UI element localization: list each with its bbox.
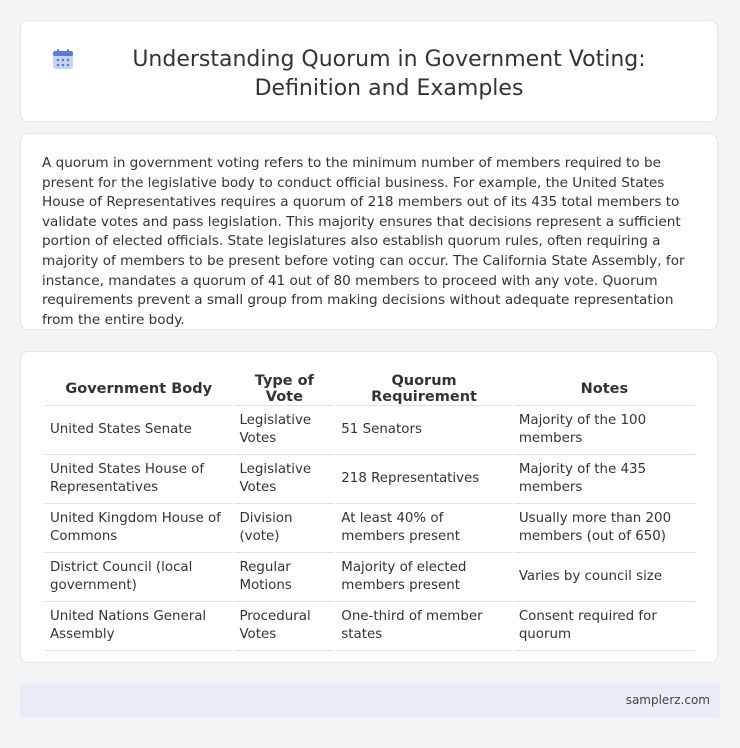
header-notes: Notes [514, 373, 695, 406]
table-card [20, 351, 718, 663]
intro-card [20, 133, 718, 330]
table-header-row [45, 373, 695, 406]
cell-type-of-vote: Procedural Votes [234, 602, 334, 651]
table-row [45, 504, 695, 553]
table-row [45, 602, 695, 651]
header-government-body: Government Body [45, 373, 232, 406]
cell-type-of-vote: Division (vote) [234, 504, 334, 553]
cell-quorum-requirement: At least 40% of members present [336, 504, 512, 553]
header-quorum-requirement: Quorum Requirement [336, 373, 512, 406]
table-row [45, 406, 695, 455]
table-row [45, 455, 695, 504]
title-card [20, 20, 718, 122]
footer [20, 684, 720, 718]
cell-notes: Majority of the 100 members [514, 406, 695, 455]
cell-type-of-vote: Regular Motions [234, 553, 334, 602]
cell-type-of-vote: Legislative Votes [234, 406, 334, 455]
cell-notes: Usually more than 200 members (out of 650) [514, 504, 695, 553]
cell-type-of-vote: Legislative Votes [234, 455, 334, 504]
cell-quorum-requirement: Majority of elected members present [336, 553, 512, 602]
intro-paragraph: A quorum in government voting refers to the minimum number of members required to be present for the legislative body to conduct official business. For example, the United States House of Representatives requires a quorum of 218 members out of its 435 total members to validate votes and pass legislation. This majority ensures that decisions represent a sufficient portion of elected officials. State legislatures also establish quorum rules, often requiring a majority of members to be present before voting can occur. The California State Assembly, for instance, mandates a quorum of 41 out of 80 members to proceed with any vote. Quorum requirements prevent a small group from making decisions without adequate representation from the entire body. [42, 155, 685, 328]
page-title: Understanding Quorum in Government Voting: Definition and Examples [132, 47, 646, 101]
cell-government-body: United States House of Representatives [45, 455, 232, 504]
cell-notes: Majority of the 435 members [514, 455, 695, 504]
cell-notes: Consent required for quorum [514, 602, 695, 651]
cell-quorum-requirement: 51 Senators [336, 406, 512, 455]
footer-site-link[interactable]: samplerz.com [625, 693, 710, 707]
cell-quorum-requirement: 218 Representatives [336, 455, 512, 504]
header-type-of-vote: Type of Vote [234, 373, 334, 406]
cell-quorum-requirement: One-third of member states [336, 602, 512, 651]
table-row [45, 553, 695, 602]
cell-government-body: United States Senate [45, 406, 232, 455]
cell-government-body: United Kingdom House of Commons [45, 504, 232, 553]
cell-government-body: United Nations General Assembly [45, 602, 232, 651]
quorum-table [43, 373, 697, 651]
cell-government-body: District Council (local government) [45, 553, 232, 602]
cell-notes: Varies by council size [514, 553, 695, 602]
